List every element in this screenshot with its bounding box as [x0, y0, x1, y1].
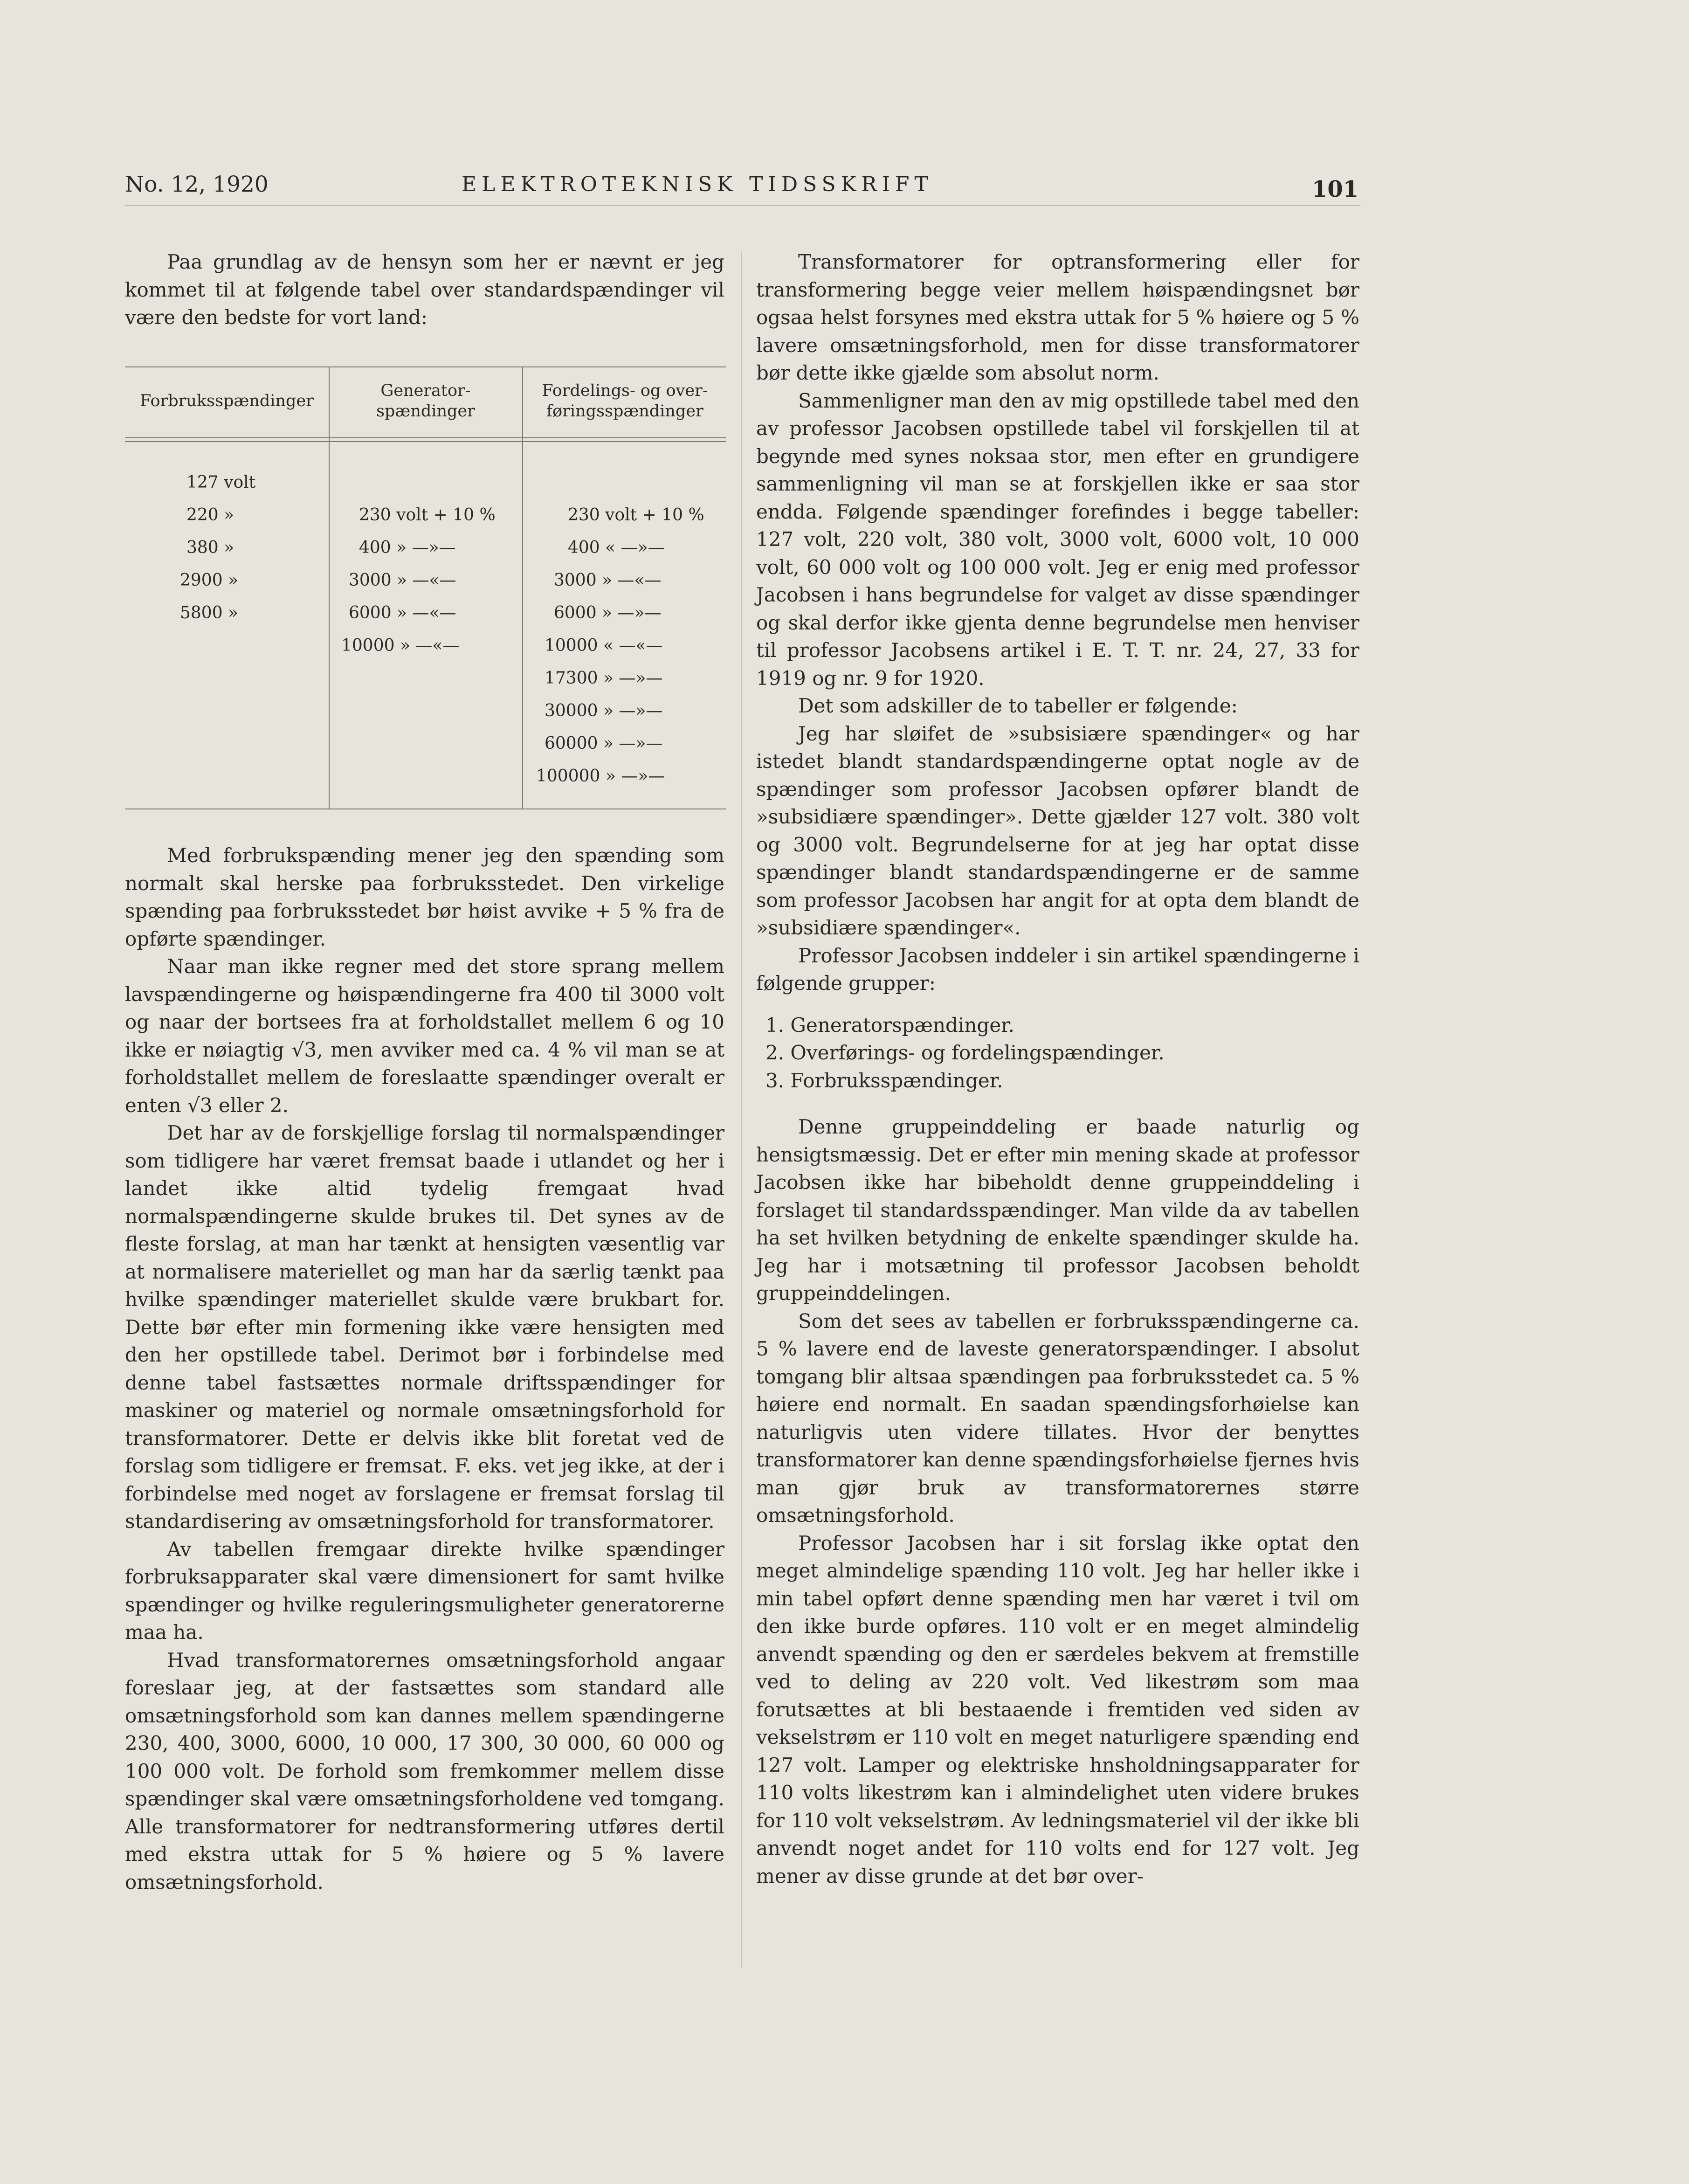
table-cell: 220 » — [186, 505, 234, 525]
table-cell: 6000 » —»— — [554, 603, 662, 622]
table-cell: 10000 « —«— — [545, 636, 663, 655]
paragraph: Av tabellen fremgaar direkte hvilke spændinger forbruksapparater skal være dimensionert for samt hvilke spændinger og hvilke reguleringsmuligheter generatorerne maa ha. — [125, 1537, 724, 1644]
table-cell: 380 » — [186, 538, 234, 557]
table-header-generator: Generator- spændinger — [376, 381, 475, 421]
paragraph: Som det sees av tabellen er forbruksspændingerne ca. 5 % lavere end de laveste generatorspændinger. I absolut tomgang blir altsaa spændingen paa forbruksstedet ca. 5 % høiere end normalt. En saadan spændingsforhøielse kan naturligvis uten videre tillates. Hvor der benyttes transformatorer kan denne spændingsforhøielse fjernes hvis man gjør bruk av transformatorernes større omsætningsforhold. — [756, 1309, 1359, 1527]
list-item: 3. Forbruksspændinger. — [765, 1069, 1003, 1092]
paragraph: Professor Jacobsen inddeler i sin artikel spændingerne i følgende grupper: — [756, 944, 1359, 995]
right-column — [756, 248, 1359, 1890]
paragraph: Naar man ikke regner med det store sprang mellem lavspændingerne og høispændingerne fra 400 til 3000 volt og naar der bortsees fra at forholdstallet mellem 6 og 10 ikke er nøiagtig √3, men avviker med ca. 4 % vil man se at forholdstallet mellem de foreslaatte spændinger overalt er enten √3 eller 2. — [125, 955, 724, 1117]
table-header-consumption: Forbruksspændinger — [140, 392, 314, 410]
table-cell: 60000 » —»— — [545, 734, 663, 753]
paragraph: Transformatorer for optransformering eller for transformering begge veier mellem høispændingsnet bør ogsaa helst forsynes med ekstra uttak for 5 % høiere og 5 % lavere omsætningsforhold, men for disse transformatorer bør dette ikke gjælde som absolut norm. — [756, 250, 1359, 384]
table-cell: 30000 » —»— — [545, 701, 663, 720]
table-col-divider-1 — [329, 366, 330, 809]
voltage-table — [125, 366, 726, 809]
table-cell: 10000 » —«— — [341, 636, 460, 655]
group-list — [765, 1011, 1359, 1095]
header-rule — [125, 205, 1360, 206]
table-cell: 3000 » —«— — [554, 571, 662, 590]
paragraph: Det har av de forskjellige forslag til normalspændinger som tidligere har været fremsat baade i utlandet og her i landet ikke altid tydelig fremgaat hvad normalspændingerne skulde brukes til. Det synes av de fleste forslag, at man har tænkt at hensigten væsentlig var at normalisere materiellet og man har da særlig tænkt paa hvilke spændinger materiellet skulde være brukbart for. Dette bør efter min formening ikke være hensigten med den her opstillede tabel. Derimot bør i forbindelse med denne tabel fastsættes normale driftsspændinger for maskiner og materiel og normale omsætningsforhold for transformatorer. Dette er delvis ikke blit foretat ved de forslag som tidligere er fremsat. F. eks. vet jeg ikke, at der i forbindelse med noget av forslagene er fremsat forslag til standardisering av omsætningsforhold for transformatorer. — [125, 1121, 724, 1533]
paragraph: Sammenligner man den av mig opstillede tabel med den av professor Jacobsen opstillede tabel vil forskjellen til at begynde med synes noksaa stor, men efter en grundigere sammenligning vil man se at forskjellen ikke er saa stor endda. Følgende spændinger forefindes i begge tabeller: 127 volt, 220 volt, 380 volt, 3000 volt, 6000 volt, 10 000 volt, 60 000 volt og 100 000 volt. Jeg er enig med professor Jacobsen i hans begrundelse for valget av disse spændinger og skal derfor ikke gjenta denne begrundelse men henviser til professor Jacobsens artikel i E. T. T. nr. 24, 27, 33 for 1919 og nr. 9 for 1920. — [756, 389, 1359, 690]
intro-paragraph: Paa grundlag av de hensyn som her er nævnt er jeg kommet til at følgende tabel over standardspændinger vil være den bedste for vort land: — [125, 250, 724, 329]
table-cell: 100000 » —»— — [536, 767, 665, 786]
table-cell: 127 volt — [186, 473, 256, 492]
paragraph: Denne gruppeinddeling er baade naturlig og hensigtsmæssig. Det er efter min mening skade at professor Jacobsen ikke har bibeholdt denne gruppeinddeling i forslaget til standardsspændinger. Man vilde da av tabellen ha set hvilken betydning de enkelte spændinger skulde ha. Jeg har i motsætning til professor Jacobsen beholdt gruppeinddelingen. — [756, 1115, 1359, 1305]
list-item: 2. Overførings- og fordelingspændinger. — [765, 1041, 1165, 1064]
paragraph: Hvad transformatorernes omsætningsforhold angaar foreslaar jeg, at der fastsættes som standard alle omsætningsforhold som kan dannes mellem spændingerne 230, 400, 3000, 6000, 10 000, 17 300, 30 000, 60 000 og 100 000 volt. De forhold som fremkommer mellem disse spændinger skal være omsætningsforholdene ved tomgang. Alle transformatorer for nedtransformering utføres dertil med ekstra uttak for 5 % høiere og 5 % lavere omsætningsforhold. — [125, 1648, 724, 1894]
column-divider — [741, 252, 742, 1968]
table-cell: 6000 » —«— — [349, 603, 456, 622]
table-header-rule-2 — [125, 441, 726, 442]
table-cell: 2900 » — [180, 571, 239, 590]
left-column-intro — [125, 248, 724, 332]
table-cell: 17300 » —»— — [545, 669, 663, 688]
table-cell: 3000 » —«— — [349, 571, 456, 590]
table-col-divider-2 — [522, 366, 523, 809]
issue-number: No. 12, 1920 — [125, 172, 269, 197]
table-cell: 400 » —»— — [359, 538, 456, 557]
table-top-rule — [125, 366, 726, 367]
journal-title: ELEKTROTEKNISK TIDSSKRIFT — [462, 173, 933, 196]
page-number: 101 — [1312, 176, 1359, 202]
paragraph: Med forbrukspænding mener jeg den spænding som normalt skal herske paa forbruksstedet. Den virkelige spænding paa forbruksstedet bør høist avvike + 5 % fra de opførte spændinger. — [125, 844, 724, 950]
table-cell: 230 volt + 10 % — [359, 505, 496, 525]
table-cell: 230 volt + 10 % — [568, 505, 704, 525]
paragraph: Professor Jacobsen har i sit forslag ikke optat den meget almindelige spænding 110 volt. Jeg har heller ikke i min tabel opført denne spænding men har været i tvil om den ikke burde opføres. 110 volt er en meget almindelig anvendt spænding og den er særdeles bekvem at fremstille ved to deling av 220 volt. Ved likestrøm som maa forutsættes at bli bestaaende i fremtiden ved siden av vekselstrøm er 110 volt en meget naturligere spænding end 127 volt. Lamper og elektriske hnsholdningsapparater for 110 volts likestrøm kan i almindelighet uten videre brukes for 110 volt vekselstrøm. Av ledningsmateriel vil der ikke bli anvendt noget andet for 110 volts end for 127 volt. Jeg mener av disse grunde at det bør over- — [756, 1531, 1359, 1887]
list-item: 1. Generatorspændinger. — [765, 1013, 1014, 1037]
table-cell: 5800 » — [180, 603, 239, 622]
table-header-distribution: Fordelings- og over- føringsspændinger — [542, 381, 708, 421]
paragraph: Jeg har sløifet de »subsisiære spændinger« og har istedet blandt standardspændingerne optat nogle av de spændinger som professor Jacobsen opfører blandt de »subsidiære spændinger». Dette gjælder 127 volt. 380 volt og 3000 volt. Begrundelserne for at jeg har optat disse spændinger blandt standardspændingerne er de samme som professor Jacobsen har angit for at opta dem blandt de »subsidiære spændinger«. — [756, 722, 1359, 939]
table-cell: 400 « —»— — [568, 538, 665, 557]
table-header-rule — [125, 437, 726, 438]
left-column-body — [125, 842, 724, 1896]
paragraph: Det som adskiller de to tabeller er følgende: — [798, 694, 1238, 717]
